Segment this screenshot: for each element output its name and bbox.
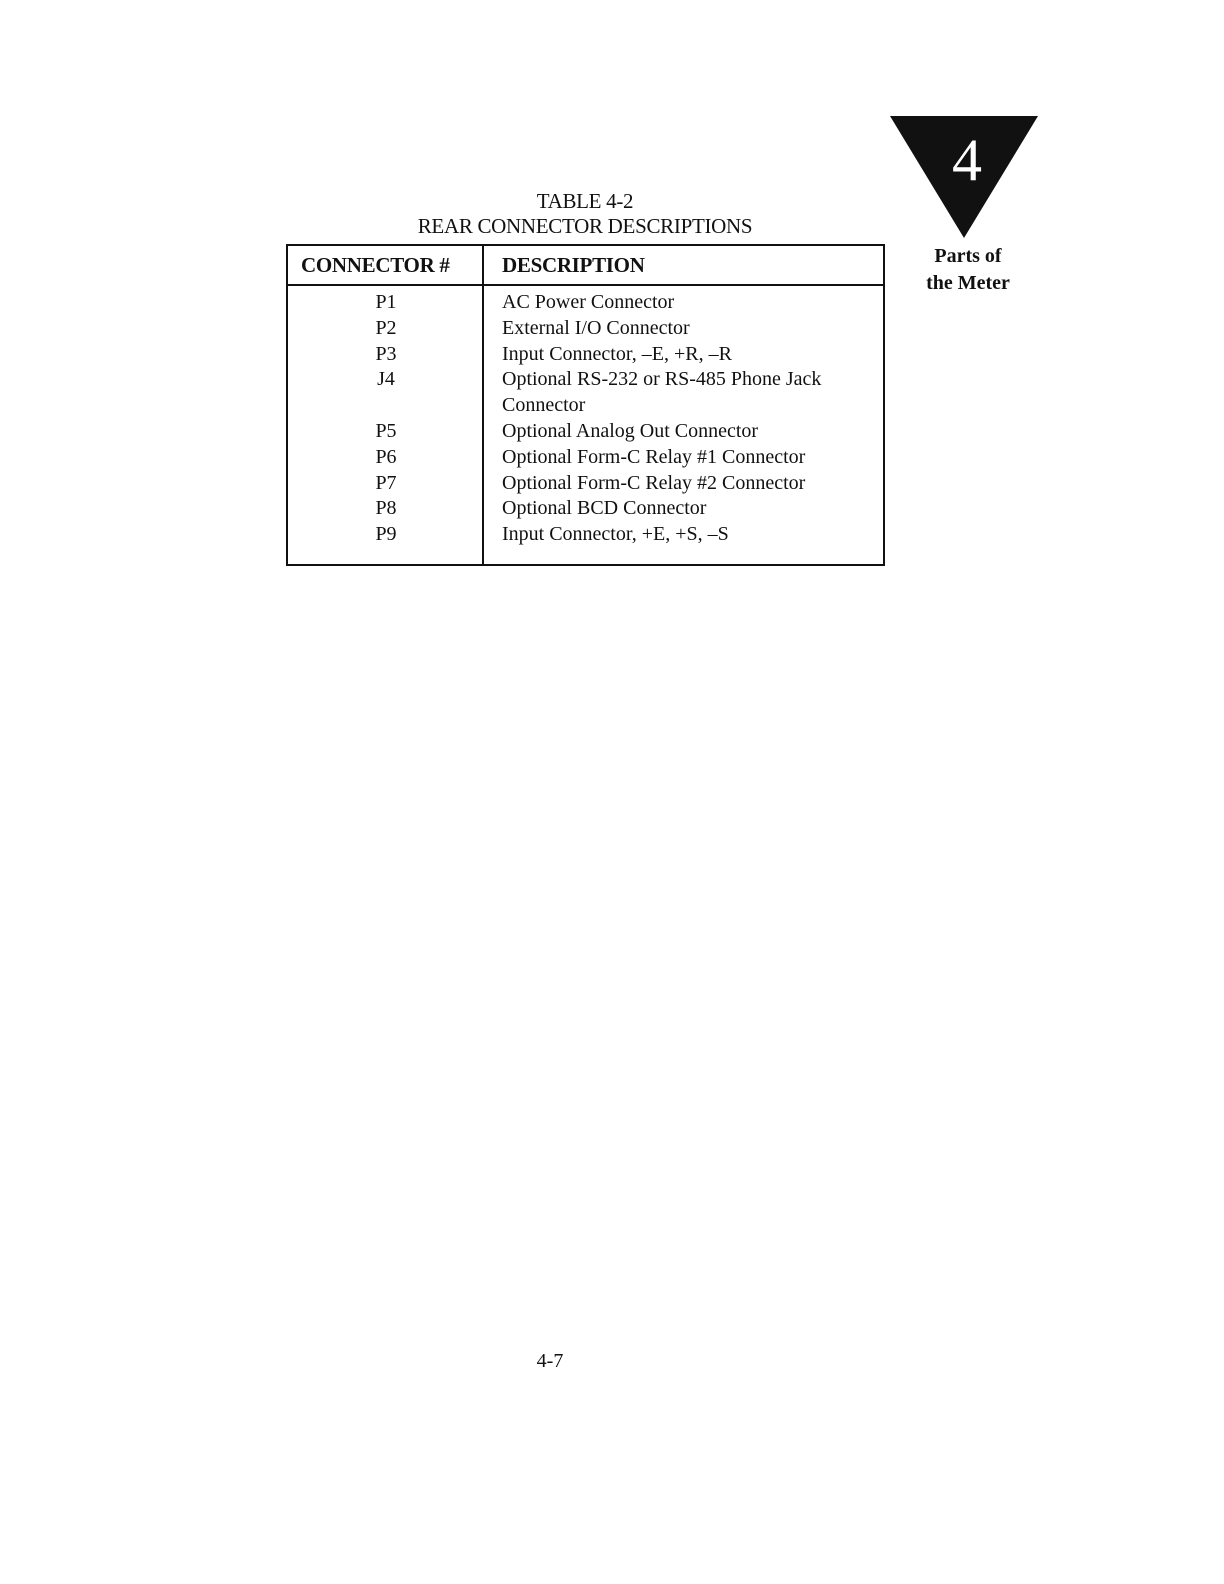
table-row (288, 445, 883, 471)
description-cell: Optional Analog Out Connector (502, 419, 759, 442)
connector-cell: P2 (375, 316, 397, 339)
page-number: 4-7 (536, 1350, 564, 1372)
chapter-tab-label-line2: the Meter (926, 272, 1010, 294)
table-row (288, 419, 883, 445)
table-row (288, 342, 883, 368)
connector-cell: P1 (375, 291, 397, 313)
chapter-number: 4 (952, 127, 982, 193)
connector-cell: P6 (375, 445, 397, 468)
chapter-tab-marker (890, 116, 1038, 238)
chapter-tab-label (906, 243, 1030, 297)
connector-cell: P8 (375, 497, 397, 520)
description-cell: Input Connector, +E, +S, –S (502, 523, 729, 546)
table-caption-number: TABLE 4-2 (536, 189, 634, 213)
description-cell: Optional Form-C Relay #1 Connector (502, 445, 806, 468)
description-cell: Optional RS-232 or RS-485 Phone Jack Connector (502, 368, 822, 417)
table-body (288, 290, 883, 548)
connector-cell: P5 (375, 419, 397, 442)
description-cell: Optional BCD Connector (502, 497, 707, 520)
connector-cell: P7 (375, 471, 397, 494)
connector-table (286, 244, 885, 566)
table-row (288, 367, 883, 419)
chapter-tab-label-line1: Parts of (934, 245, 1002, 267)
connector-cell: P9 (375, 523, 397, 546)
table-row (288, 290, 883, 316)
connector-cell: J4 (377, 368, 395, 391)
header-rule (288, 284, 883, 286)
description-cell: External I/O Connector (502, 316, 690, 339)
header-description: DESCRIPTION (502, 253, 645, 277)
description-cell: Optional Form-C Relay #2 Connector (502, 471, 806, 494)
description-cell: AC Power Connector (502, 291, 675, 313)
connector-cell: P3 (375, 342, 397, 365)
header-connector: CONNECTOR # (301, 253, 450, 277)
table-row (288, 316, 883, 342)
table-row (288, 471, 883, 497)
description-cell: Input Connector, –E, +R, –R (502, 342, 732, 365)
table-caption-title: REAR CONNECTOR DESCRIPTIONS (417, 214, 753, 238)
table-row (288, 522, 883, 548)
table-row (288, 496, 883, 522)
